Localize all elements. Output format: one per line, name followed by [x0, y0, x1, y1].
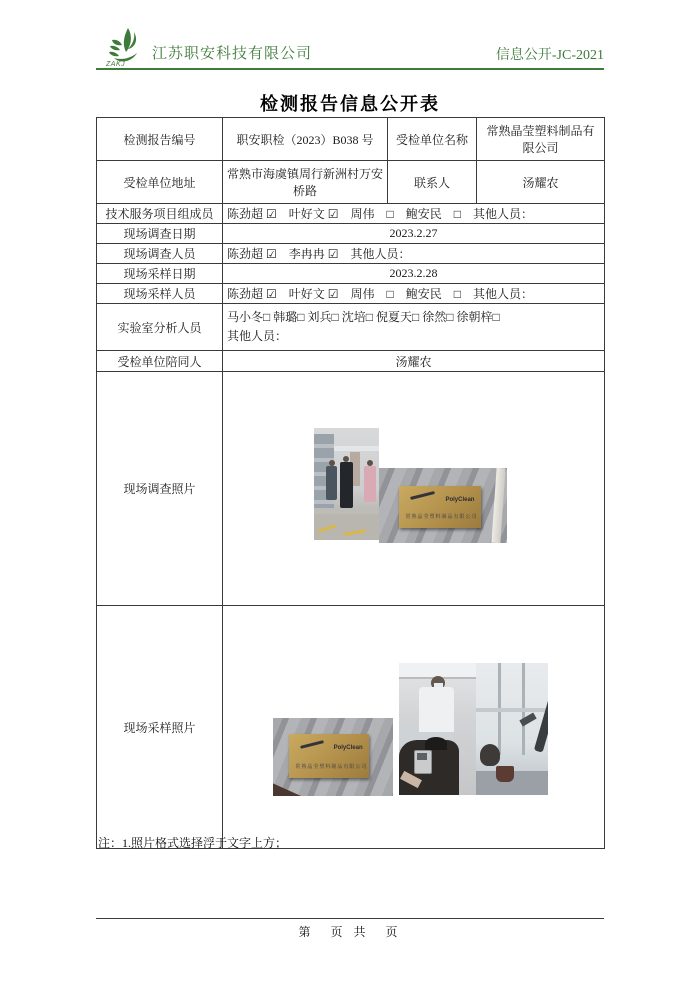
survey-date-label: 现场调查日期 [97, 224, 223, 244]
page-title: 检测报告信息公开表 [260, 94, 440, 114]
sample-photos-cell [223, 606, 605, 849]
worker-white-coat [419, 687, 454, 732]
wall-pipe [491, 468, 505, 543]
page-number-footer: 第 页 共 页 [298, 925, 402, 939]
handheld-instrument [414, 750, 432, 774]
sample-staff-checkboxes: 陈劲超 ☑ 叶好文 ☑ 周伟 □ 鲍安民 □ 其他人员： [223, 284, 605, 304]
table-row [97, 118, 605, 161]
sample-date-label: 现场采样日期 [97, 264, 223, 284]
plaque-brand-text: PolyClean [333, 745, 363, 752]
table-row [97, 161, 605, 204]
unit-name-label: 受检单位名称 [388, 118, 477, 161]
header-rule [96, 68, 604, 70]
company-plaque [399, 486, 481, 528]
escort-value: 汤耀农 [223, 351, 605, 372]
lab-staff-line1: 马小冬□ 韩璐□ 刘兵□ 沈培□ 倪夏天□ 徐然□ 徐朝梓□ [227, 310, 500, 324]
plaque-logo-swoosh [300, 740, 324, 749]
person-head [480, 744, 500, 766]
plaque-chinese-text: 常熟晶莹塑料制品有限公司 [405, 515, 478, 521]
person-figure [326, 466, 337, 500]
sample-staff-label: 现场采样人员 [97, 284, 223, 304]
document-number: 信息公开-JC-2021 [495, 48, 604, 63]
lab-staff-line2: 其他人员： [227, 329, 288, 343]
plaque-logo-swoosh [410, 491, 435, 500]
sample-photo-plaque [273, 718, 393, 796]
logo-text: ZAKJ [106, 61, 126, 68]
survey-staff-checkboxes: 陈劲超 ☑ 李冉冉 ☑ 其他人员： [223, 244, 605, 264]
sample-photos-label: 现场采样照片 [97, 606, 223, 849]
table-row [97, 244, 605, 264]
contact-value: 汤耀农 [477, 161, 605, 204]
photo-shadow-corner [273, 778, 301, 796]
sample-photo-office [476, 663, 548, 795]
plaque-brand-text: PolyClean [445, 496, 475, 503]
table-row [97, 224, 605, 244]
page-header [96, 26, 604, 68]
sample-photo-measurement [399, 663, 476, 795]
table-row [97, 284, 605, 304]
lab-staff-checkboxes [223, 304, 605, 351]
survey-staff-label: 现场调查人员 [97, 244, 223, 264]
tech-team-checkboxes: 陈劲超 ☑ 叶好文 ☑ 周伟 □ 鲍安民 □ 其他人员： [223, 204, 605, 224]
footer-rule [96, 918, 604, 919]
survey-photo-corridor [314, 428, 379, 540]
company-name: 江苏职安科技有限公司 [152, 46, 313, 62]
survey-date-value: 2023.2.27 [223, 224, 605, 244]
survey-photo-plaque [379, 468, 507, 543]
survey-photos-label: 现场调查照片 [97, 372, 223, 606]
tech-team-label: 技术服务项目组成员 [97, 204, 223, 224]
survey-photos-cell [223, 372, 605, 606]
contact-label: 联系人 [388, 161, 477, 204]
unit-name-value: 常熟晶莹塑料制品有限公司 [477, 118, 605, 161]
company-logo-icon [104, 26, 148, 66]
company-plaque [289, 734, 369, 778]
table-row [97, 606, 605, 849]
window-band [476, 708, 548, 712]
sampler-cap [425, 737, 447, 750]
table-row [97, 372, 605, 606]
table-row [97, 264, 605, 284]
table-row [97, 204, 605, 224]
lab-staff-label: 实验室分析人员 [97, 304, 223, 351]
person-figure [340, 462, 353, 508]
escort-label: 受检单位陪同人 [97, 351, 223, 372]
footnote: 注：1.照片格式选择浮于文字上方； [98, 836, 288, 850]
unit-addr-value: 常熟市海虞镇周行新洲村万安桥路 [223, 161, 388, 204]
report-no-label: 检测报告编号 [97, 118, 223, 161]
unit-addr-label: 受检单位地址 [97, 161, 223, 204]
table-row [97, 304, 605, 351]
disclosure-table [96, 117, 605, 849]
sample-date-value: 2023.2.28 [223, 264, 605, 284]
report-no-value: 职安职检（2023）B038 号 [223, 118, 388, 161]
person-figure [364, 466, 376, 502]
table-row [97, 351, 605, 372]
plaque-chinese-text: 常熟晶莹塑料制品有限公司 [295, 765, 368, 771]
sampling-flask [496, 766, 514, 782]
